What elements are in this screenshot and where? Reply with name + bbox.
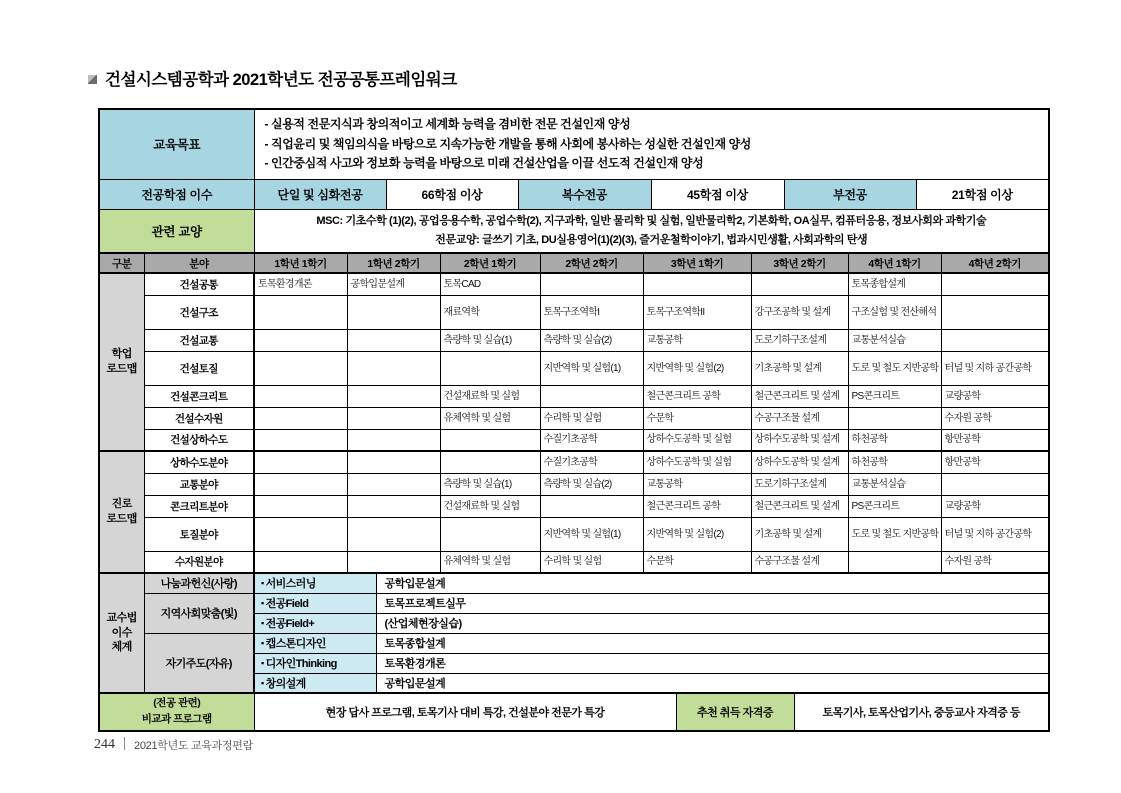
teaching-category-label: 나눔과헌신(사랑): [144, 573, 254, 593]
title-row: [88, 66, 457, 90]
extracurricular-programs: 현장 답사 프로그램, 토목기사 대비 특강, 건설분야 전문가 특강: [254, 693, 676, 731]
course-cell: 수문학: [643, 407, 751, 429]
course-cell: 토목구조역학I: [540, 295, 643, 329]
course-cell: 토목환경개론: [254, 273, 347, 295]
top-info-table: [98, 108, 1050, 254]
course-cell: 유체역학 및 실험: [440, 551, 540, 573]
course-cell: 철근콘크리트 및 설계: [751, 385, 848, 407]
square-bullet-icon: ▪: [261, 598, 264, 608]
course-cell: 철근콘크리트 공학: [643, 495, 751, 517]
teaching-method-cell: [254, 673, 376, 693]
course-cell: 철근콘크리트 공학: [643, 385, 751, 407]
course-cell: 강구조공학 및 설계: [751, 295, 848, 329]
course-cell: 토목구조역학II: [643, 295, 751, 329]
course-cell: 항만공학: [941, 429, 1049, 451]
course-cell: 터널 및 지하 공간공학: [941, 517, 1049, 551]
teaching-method-label: 디자인Thinking: [265, 658, 337, 670]
column-header: 3학년 2학기: [751, 253, 848, 273]
course-cell: 기초공학 및 설계: [751, 351, 848, 385]
course-cell: 지반역학 및 실험(1): [540, 517, 643, 551]
course-cell: PS콘크리트: [848, 495, 941, 517]
teaching-course-cell: 공학입문설계: [376, 673, 1049, 693]
major-credits-label: 전공학점 이수: [99, 179, 254, 209]
education-goal-content: [254, 109, 1049, 179]
field-label: 건설공통: [144, 273, 254, 295]
education-goal-line: - 실용적 전문지식과 창의적이고 세계화 능력을 겸비한 전문 건설인재 양성: [264, 117, 631, 132]
course-cell: 하천공학: [848, 429, 941, 451]
education-goal-line: - 직업윤리 및 책임의식을 바탕으로 지속가능한 개발을 통해 사회에 봉사하는 성실한 건설인재 양성: [264, 136, 751, 151]
section-group-label-academic: 학업 로드맵: [99, 273, 144, 451]
course-cell: 항만공학: [941, 451, 1049, 473]
footer-divider: [124, 737, 125, 750]
teaching-course-cell: 공학입문설계: [376, 573, 1049, 593]
square-bullet-icon: ▪: [261, 658, 264, 668]
course-cell: 토목CAD: [440, 273, 540, 295]
course-cell: [347, 295, 440, 329]
course-cell: [941, 473, 1049, 495]
course-cell: [440, 351, 540, 385]
course-cell: 도로 및 철도 지반공학: [848, 517, 941, 551]
course-cell: 상하수도공학 및 설계: [751, 451, 848, 473]
course-cell: 하천공학: [848, 451, 941, 473]
square-bullet-icon: ▪: [261, 677, 264, 688]
credit-value-cell: 21학점 이상: [916, 179, 1049, 209]
field-label: 건설구조: [144, 295, 254, 329]
course-cell: 철근콘크리트 및 설계: [751, 495, 848, 517]
credit-type-cell: 복수전공: [518, 179, 651, 209]
teaching-methods-table: [98, 572, 1050, 694]
course-cell: 구조실험 및 전산해석: [848, 295, 941, 329]
course-cell: 교통분석실습: [848, 329, 941, 351]
square-bullet-icon: ▪: [261, 618, 264, 628]
teaching-method-cell: [254, 593, 376, 613]
recommended-certs: 토목기사, 토목산업기사, 중등교사 자격증 등: [794, 693, 1049, 731]
field-label: 수자원분야: [144, 551, 254, 573]
field-label: 교통분야: [144, 473, 254, 495]
course-cell: [751, 273, 848, 295]
course-cell: [347, 495, 440, 517]
teaching-method-label: 서비스러닝: [265, 578, 316, 591]
extracurricular-label-line: 비교과 프로그램: [141, 713, 212, 725]
footer-text: 2021학년도 교육과정편람: [134, 740, 253, 752]
course-cell: [347, 551, 440, 573]
course-cell: 교통분석실습: [848, 473, 941, 495]
course-cell: [254, 295, 347, 329]
credit-value-cell: 45학점 이상: [651, 179, 784, 209]
course-cell: 수공구조물 설계: [751, 551, 848, 573]
course-cell: [254, 351, 347, 385]
course-cell: [540, 273, 643, 295]
column-header: 4학년 2학기: [941, 253, 1049, 273]
course-cell: 지반역학 및 실험(2): [643, 351, 751, 385]
page-title: 건설시스템공학과 2021학년도 전공공통프레임워크: [105, 71, 457, 89]
course-cell: 재료역학: [440, 295, 540, 329]
course-cell: [347, 407, 440, 429]
field-label: 상하수도분야: [144, 451, 254, 473]
course-cell: [540, 385, 643, 407]
column-header: 2학년 1학기: [440, 253, 540, 273]
course-cell: [540, 495, 643, 517]
field-label: 건설콘크리트: [144, 385, 254, 407]
course-cell: 수리학 및 실험: [540, 407, 643, 429]
footer-page-number: 244: [94, 737, 115, 752]
teaching-method-label: 전공Field: [265, 598, 309, 610]
field-label: 콘크리트분야: [144, 495, 254, 517]
course-cell: 측량학 및 실습(1): [440, 329, 540, 351]
course-cell: [347, 473, 440, 495]
teaching-category-label: 지역사회맞춤(빛): [144, 593, 254, 633]
course-cell: [347, 385, 440, 407]
column-header: 1학년 2학기: [347, 253, 440, 273]
course-cell: [941, 295, 1049, 329]
title-bullet-icon: [88, 75, 97, 84]
course-cell: 도로기하구조설계: [751, 329, 848, 351]
extracurricular-table: [98, 692, 1050, 732]
column-header: 3학년 1학기: [643, 253, 751, 273]
teaching-method-label: 전공Field+: [265, 618, 315, 630]
page-footer: [94, 737, 253, 753]
credit-type-cell: 부전공: [784, 179, 916, 209]
course-cell: [440, 451, 540, 473]
course-cell: 수질기초공학: [540, 429, 643, 451]
course-cell: 공학입문설계: [347, 273, 440, 295]
course-cell: 교량공학: [941, 495, 1049, 517]
teaching-method-cell: [254, 613, 376, 633]
liberal-arts-line: MSC: 기초수학 (1)(2), 공업응용수학, 공업수학(2), 지구과학, 일반 물리학 및 실험, 일반물리학2, 기본화학, OA실무, 컴퓨터응용, 정보사회와 과학기술: [316, 215, 987, 228]
roadmap-table: [98, 252, 1050, 574]
course-cell: [347, 517, 440, 551]
course-cell: [254, 517, 347, 551]
course-cell: 터널 및 지하 공간공학: [941, 351, 1049, 385]
course-cell: [848, 407, 941, 429]
course-cell: 수자원 공학: [941, 407, 1049, 429]
teaching-method-label: 캡스톤디자인: [265, 638, 326, 650]
course-cell: [440, 517, 540, 551]
column-header: 2학년 2학기: [540, 253, 643, 273]
field-label: 건설상하수도: [144, 429, 254, 451]
course-cell: [347, 329, 440, 351]
teaching-group-label: 교수법 이수 체계: [99, 573, 144, 693]
course-cell: 수문학: [643, 551, 751, 573]
course-cell: 측량학 및 실습(2): [540, 473, 643, 495]
course-cell: 건설재료학 및 실험: [440, 385, 540, 407]
course-cell: 상하수도공학 및 설계: [751, 429, 848, 451]
course-cell: [254, 551, 347, 573]
course-cell: 토목종합설계: [848, 273, 941, 295]
course-cell: 수공구조물 설계: [751, 407, 848, 429]
teaching-course-cell: 토목종합설계: [376, 633, 1049, 653]
course-cell: 유체역학 및 실험: [440, 407, 540, 429]
column-header: 4학년 1학기: [848, 253, 941, 273]
teaching-method-cell: [254, 633, 376, 653]
course-cell: [941, 273, 1049, 295]
field-label: 건설교통: [144, 329, 254, 351]
column-header: 분야: [144, 253, 254, 273]
course-cell: 수질기초공학: [540, 451, 643, 473]
extracurricular-label: [99, 693, 254, 731]
section-group-label-career: 진로 로드맵: [99, 451, 144, 573]
course-cell: 수자원 공학: [941, 551, 1049, 573]
recommended-certs-label: 추천 취득 자격증: [676, 693, 794, 731]
course-cell: [347, 429, 440, 451]
course-cell: 교통공학: [643, 329, 751, 351]
field-label: 건설토질: [144, 351, 254, 385]
course-cell: [254, 429, 347, 451]
education-goal-label: 교육목표: [99, 109, 254, 179]
course-cell: 지반역학 및 실험(2): [643, 517, 751, 551]
course-cell: 상하수도공학 및 실험: [643, 429, 751, 451]
teaching-method-cell: [254, 573, 376, 593]
credit-type-cell: 단일 및 심화전공: [254, 179, 386, 209]
extracurricular-label-line: (전공 관련): [153, 697, 201, 710]
course-cell: 도로 및 철도 지반공학: [848, 351, 941, 385]
course-cell: [941, 329, 1049, 351]
credit-value-cell: 66학점 이상: [386, 179, 518, 209]
liberal-arts-content: [254, 209, 1049, 253]
column-header: 구분: [99, 253, 144, 273]
course-cell: [254, 495, 347, 517]
column-header: 1학년 1학기: [254, 253, 347, 273]
course-cell: 교량공학: [941, 385, 1049, 407]
course-cell: 측량학 및 실습(2): [540, 329, 643, 351]
teaching-course-cell: (산업체현장실습): [376, 613, 1049, 633]
course-cell: [254, 329, 347, 351]
course-cell: [254, 473, 347, 495]
course-cell: [848, 551, 941, 573]
course-cell: 기초공학 및 설계: [751, 517, 848, 551]
course-cell: [254, 385, 347, 407]
teaching-course-cell: 토목프로젝트실무: [376, 593, 1049, 613]
course-cell: [254, 451, 347, 473]
course-cell: 건설재료학 및 실험: [440, 495, 540, 517]
course-cell: PS콘크리트: [848, 385, 941, 407]
course-cell: [440, 429, 540, 451]
education-goal-line: - 인간중심적 사고와 정보화 능력을 바탕으로 미래 건설산업을 이끌 선도적 건설인재 양성: [264, 155, 704, 170]
curriculum-framework: [98, 108, 1048, 732]
teaching-category-label: 자기주도(자유): [144, 633, 254, 693]
course-cell: 수리학 및 실험: [540, 551, 643, 573]
course-cell: 교통공학: [643, 473, 751, 495]
course-cell: [347, 451, 440, 473]
course-cell: 도로기하구조설계: [751, 473, 848, 495]
square-bullet-icon: ▪: [261, 578, 264, 589]
course-cell: 지반역학 및 실험(1): [540, 351, 643, 385]
course-cell: [254, 407, 347, 429]
teaching-method-label: 창의설계: [265, 677, 306, 690]
liberal-arts-line: 전문교양: 글쓰기 기초, DU실용영어(1)(2)(3), 즐거운철학이야기, 법과시민생활, 사회과학의 탄생: [435, 233, 868, 246]
course-cell: [347, 351, 440, 385]
liberal-arts-label: 관련 교양: [99, 209, 254, 253]
field-label: 건설수자원: [144, 407, 254, 429]
teaching-method-cell: [254, 653, 376, 673]
course-cell: 측량학 및 실습(1): [440, 473, 540, 495]
field-label: 토질분야: [144, 517, 254, 551]
course-cell: 상하수도공학 및 실험: [643, 451, 751, 473]
course-cell: [643, 273, 751, 295]
square-bullet-icon: ▪: [261, 638, 264, 648]
teaching-course-cell: 토목환경개론: [376, 653, 1049, 673]
